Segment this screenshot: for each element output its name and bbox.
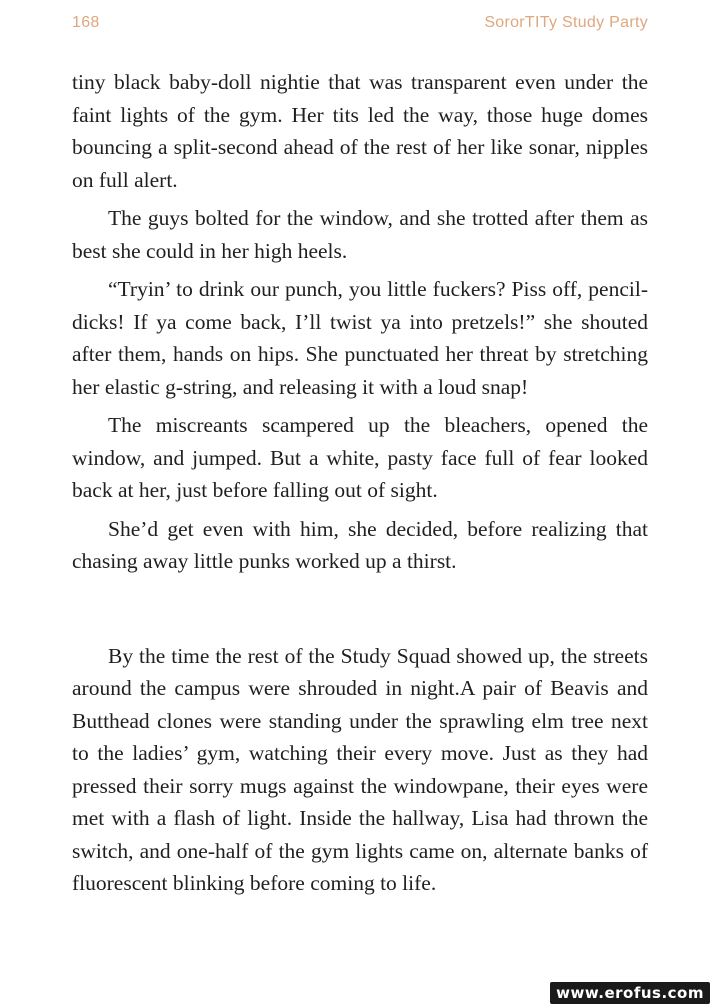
paragraph: The miscreants scampered up the bleachers, opened the window, and jumped. But a white, pasty face full of fear looked back at her, just before falling out of sight. xyxy=(72,413,648,502)
running-head xyxy=(72,14,648,38)
paragraph: The guys bolted for the window, and she trotted after them as best she could in her high heels. xyxy=(72,206,648,263)
paragraph: By the time the rest of the Study Squad showed up, the streets around the campus were shrouded in night.A pair of Beavis and Butthead clones were standing under the sprawling elm tree next to the ladies’ gym, watching their every move. Just as they had pressed their sorry mugs against the windowpane, their eyes were met with a flash of light. Inside the hallway, Lisa had thrown the switch, and one-half of the gym lights came on, alternate banks of fluorescent blinking before coming to life. xyxy=(72,643,648,895)
book-title: SororTITy Study Party xyxy=(484,14,648,31)
section-break xyxy=(72,584,648,640)
page-number: 168 xyxy=(72,14,100,31)
paragraph: “Tryin’ to drink our punch, you little fuckers? Piss off, pencil-dicks! If ya come back, I’ll twist ya into pretzels!” she shouted after them, hands on hips. She punctuated her threat by stretching her elastic g-string, and releasing it with a loud snap! xyxy=(72,277,648,399)
body-text xyxy=(72,66,648,906)
paragraph: She’d get even with him, she decided, before realizing that chasing away little punks worked up a thirst. xyxy=(72,516,648,573)
paragraph-continuation: tiny black baby-doll nightie that was transparent even under the faint lights of the gym. Her tits led the way, those huge domes bouncing a split-second ahead of the rest of her like sonar, nipples on full alert. xyxy=(72,70,648,192)
watermark: www.erofus.com xyxy=(550,982,710,1004)
